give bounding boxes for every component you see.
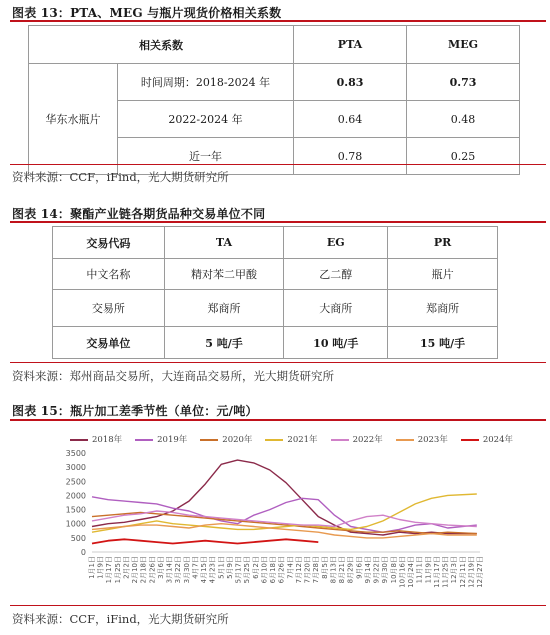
legend-item [396, 433, 448, 445]
x-tick-label: 8月21日 [338, 556, 347, 584]
th-pr: PR [388, 227, 498, 259]
x-tick-label: 11月17日 [432, 556, 441, 588]
x-tick-label: 12月19日 [467, 556, 476, 588]
x-tick-label: 2月10日 [131, 556, 140, 584]
series-line [92, 539, 318, 543]
table-cell: 10 吨/手 [284, 327, 388, 359]
table-cell: 郑商所 [164, 290, 284, 327]
x-tick-label: 1月25日 [113, 556, 122, 584]
y-tick-label: 0 [80, 548, 86, 557]
figure-15-top-rule [10, 419, 546, 421]
figure-14-top-rule [10, 221, 546, 223]
legend-item [331, 433, 383, 445]
x-tick-label: 9月30日 [381, 556, 390, 584]
x-tick-label: 10月8日 [389, 556, 398, 584]
legend-label: 2023年 [417, 435, 448, 445]
pta-value: 0.83 [294, 64, 407, 101]
x-tick-label: 8月13日 [329, 556, 338, 584]
trading-unit-table [52, 226, 498, 359]
figure-15-bottom-rule [10, 605, 546, 606]
x-tick-label: 4月23日 [208, 556, 217, 584]
x-tick-label: 10月24日 [407, 556, 416, 588]
pta-value: 0.78 [294, 138, 407, 175]
x-tick-label: 7月28日 [312, 556, 321, 584]
th-ta: TA [164, 227, 284, 259]
legend-swatch [70, 439, 88, 441]
x-tick-label: 6月26日 [277, 556, 286, 584]
header-label: 相关系数 [29, 26, 294, 64]
correlation-table [28, 25, 520, 175]
legend-swatch [135, 439, 153, 441]
x-tick-label: 11月9日 [424, 556, 433, 584]
table-cell: 交易单位 [53, 327, 165, 359]
table-cell: 5 吨/手 [164, 327, 284, 359]
table-cell: 中文名称 [53, 259, 165, 290]
x-tick-label: 2月26日 [148, 556, 157, 584]
legend-label: 2021年 [287, 435, 318, 445]
period-cell: 时间周期：2018-2024 年 [118, 64, 294, 101]
x-tick-label: 9月6日 [355, 556, 364, 579]
legend-label: 2020年 [222, 435, 253, 445]
x-tick-label: 9月14日 [363, 556, 372, 584]
y-tick-label: 2000 [65, 491, 86, 501]
x-tick-label: 1月9日 [96, 556, 105, 579]
figure-13-top-rule [10, 20, 546, 22]
table-cell: 瓶片 [388, 259, 498, 290]
y-tick-label: 1500 [65, 505, 86, 515]
header-meg: MEG [407, 26, 520, 64]
x-tick-label: 8月5日 [320, 556, 329, 579]
legend-label: 2024年 [482, 435, 513, 445]
figure-13-bottom-rule [10, 164, 546, 165]
legend-label: 2022年 [352, 435, 383, 445]
legend-swatch [200, 439, 218, 441]
meg-value: 0.48 [407, 101, 520, 138]
figure-14-title: 图表 14：聚酯产业链各期货品种交易单位不同 [12, 207, 266, 221]
legend-swatch [265, 439, 283, 441]
x-tick-label: 6月10日 [260, 556, 269, 584]
figure-13-title: 图表 13：PTA、MEG 与瓶片现货价格相关系数 [12, 6, 282, 20]
legend-item [265, 433, 317, 445]
legend-swatch [331, 439, 349, 441]
x-tick-label: 3月14日 [165, 556, 174, 584]
figure-13-source: 资料来源：CCF，iFind，光大期货研究所 [12, 170, 229, 184]
header-pta: PTA [294, 26, 407, 64]
legend-label: 2019年 [157, 435, 188, 445]
x-tick-label: 4月7日 [191, 556, 200, 579]
x-tick-label: 9月22日 [372, 556, 381, 584]
x-tick-label: 2月18日 [139, 556, 148, 584]
table-cell: 精对苯二甲酸 [164, 259, 284, 290]
y-tick-label: 2500 [65, 477, 86, 487]
x-tick-label: 3月30日 [182, 556, 191, 584]
table-cell: 乙二醇 [284, 259, 388, 290]
x-tick-label: 8月29日 [346, 556, 355, 584]
legend-label: 2018年 [92, 435, 123, 445]
y-tick-label: 3000 [65, 463, 86, 473]
meg-value: 0.73 [407, 64, 520, 101]
period-cell: 2022-2024 年 [118, 101, 294, 138]
x-tick-label: 6月18日 [269, 556, 278, 584]
legend-item [135, 433, 187, 445]
x-tick-label: 5月17日 [234, 556, 243, 584]
x-tick-label: 1月17日 [105, 556, 114, 584]
chart-legend [70, 433, 540, 445]
x-tick-label: 10月16日 [398, 556, 407, 588]
figure-14-source: 资料来源：郑州商品交易所，大连商品交易所，光大期货研究所 [12, 369, 334, 383]
legend-item [200, 433, 252, 445]
table-cell: 大商所 [284, 290, 388, 327]
period-cell: 近一年 [118, 138, 294, 175]
x-tick-label: 12月11日 [458, 556, 467, 588]
x-tick-label: 7月12日 [294, 556, 303, 584]
table-cell: 15 吨/手 [388, 327, 498, 359]
x-tick-label: 2月2日 [122, 556, 131, 579]
row-label-huadong-bottle-chip: 华东水瓶片 [29, 64, 118, 175]
y-tick-label: 500 [70, 533, 86, 543]
y-tick-label: 3500 [65, 449, 86, 458]
x-tick-label: 11月1日 [415, 556, 424, 584]
pta-value: 0.64 [294, 101, 407, 138]
meg-value: 0.25 [407, 138, 520, 175]
x-tick-label: 3月22日 [174, 556, 183, 584]
x-tick-label: 1月1日 [88, 556, 96, 579]
series-line [92, 524, 477, 538]
x-tick-label: 12月27日 [476, 556, 484, 588]
legend-item [70, 433, 122, 445]
x-tick-label: 5月9日 [225, 556, 234, 579]
legend-swatch [461, 439, 479, 441]
table-cell: 郑商所 [388, 290, 498, 327]
y-tick-label: 1000 [65, 519, 86, 529]
x-tick-label: 7月20日 [303, 556, 312, 584]
x-tick-label: 6月2日 [251, 556, 260, 579]
table-cell: 交易所 [53, 290, 165, 327]
figure-14-bottom-rule [10, 362, 546, 363]
th-eg: EG [284, 227, 388, 259]
x-tick-label: 12月3日 [450, 556, 459, 584]
legend-swatch [396, 439, 414, 441]
x-tick-label: 4月15日 [200, 556, 209, 584]
x-tick-label: 7月4日 [286, 556, 295, 579]
th-code: 交易代码 [53, 227, 165, 259]
x-tick-label: 5月25日 [243, 556, 252, 584]
x-tick-label: 3月6日 [156, 556, 165, 579]
processing-margin-seasonality-chart [10, 445, 546, 605]
legend-item [461, 433, 513, 445]
figure-15-source: 资料来源：CCF，iFind，光大期货研究所 [12, 612, 229, 626]
figure-15-title: 图表 15：瓶片加工差季节性（单位：元/吨） [12, 404, 258, 418]
x-tick-label: 5月1日 [217, 556, 226, 579]
x-tick-label: 11月25日 [441, 556, 450, 588]
